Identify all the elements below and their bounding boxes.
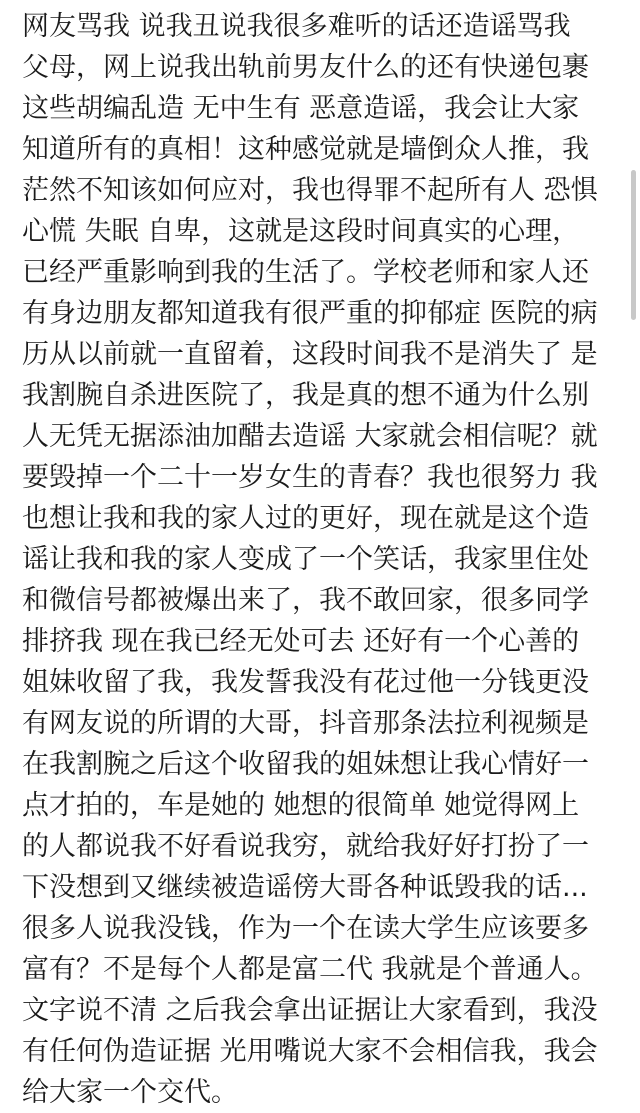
text-line-17: 姐妹收留了我，我发誓我没有花过他一分钱更没 [22,667,589,698]
text-line-3: 这些胡编乱造 无中生有 恶意造谣，我会让大家 [22,93,580,124]
text-line-26: 有任何伪造证据 光用嘴说大家不会相信我，我会 [22,1036,598,1067]
text-line-2: 父母，网上说我出轨前男友什么的还有快递包裹 [22,52,589,83]
text-line-20: 点才拍的，车是她的 她想的很简单 她觉得网上 [22,790,580,821]
scrollbar-thumb[interactable] [631,170,636,320]
text-line-12: 要毁掉一个二十一岁女生的青春？我也很努力 我 [22,462,598,493]
text-line-13: 也想让我和我的家人过的更好，现在就是这个造 [22,503,589,534]
text-line-10: 我割腕自杀进医院了，我是真的想不通为什么别 [22,380,589,411]
text-line-27: 给大家一个交代。 [22,1077,238,1108]
text-line-18: 有网友说的所谓的大哥，抖音那条法拉利视频是 [22,708,589,739]
text-line-1: 网友骂我 说我丑说我很多难听的话还造谣骂我 [22,11,571,42]
text-line-19: 在我割腕之后这个收留我的姐妹想让我心情好一 [22,749,589,780]
text-line-7: 已经严重影响到我的生活了。学校老师和家人还 [22,257,589,288]
text-line-4: 知道所有的真相！这种感觉就是墙倒众人推，我 [22,134,589,165]
text-line-9: 历从以前就一直留着，这段时间我不是消失了 是 [22,339,598,370]
text-line-16: 排挤我 现在我已经无处可去 还好有一个心善的 [22,626,580,657]
post-text [22,6,618,1113]
text-line-11: 人无凭无据添油加醋去造谣 大家就会相信呢？就 [22,421,598,452]
text-line-23: 很多人说我没钱，作为一个在读大学生应该要多 [22,913,589,944]
text-line-25: 文字说不清 之后我会拿出证据让大家看到，我没 [22,995,598,1026]
text-line-22: 下没想到又继续被造谣傍大哥各种诋毁我的话... [22,872,588,903]
text-line-14: 谣让我和我的家人变成了一个笑话，我家里住处 [22,544,589,575]
text-line-8: 有身边朋友都知道我有很严重的抑郁症 医院的病 [22,298,598,329]
text-line-21: 的人都说我不好看说我穷，就给我好好打扮了一 [22,831,589,862]
text-line-24: 富有？不是每个人都是富二代 我就是个普通人。 [22,954,598,985]
text-line-15: 和微信号都被爆出来了，我不敢回家，很多同学 [22,585,589,616]
text-line-6: 心慌 失眠 自卑，这就是这段时间真实的心理， [22,216,580,247]
text-line-5: 茫然不知该如何应对，我也得罪不起所有人 恐惧 [22,175,598,206]
